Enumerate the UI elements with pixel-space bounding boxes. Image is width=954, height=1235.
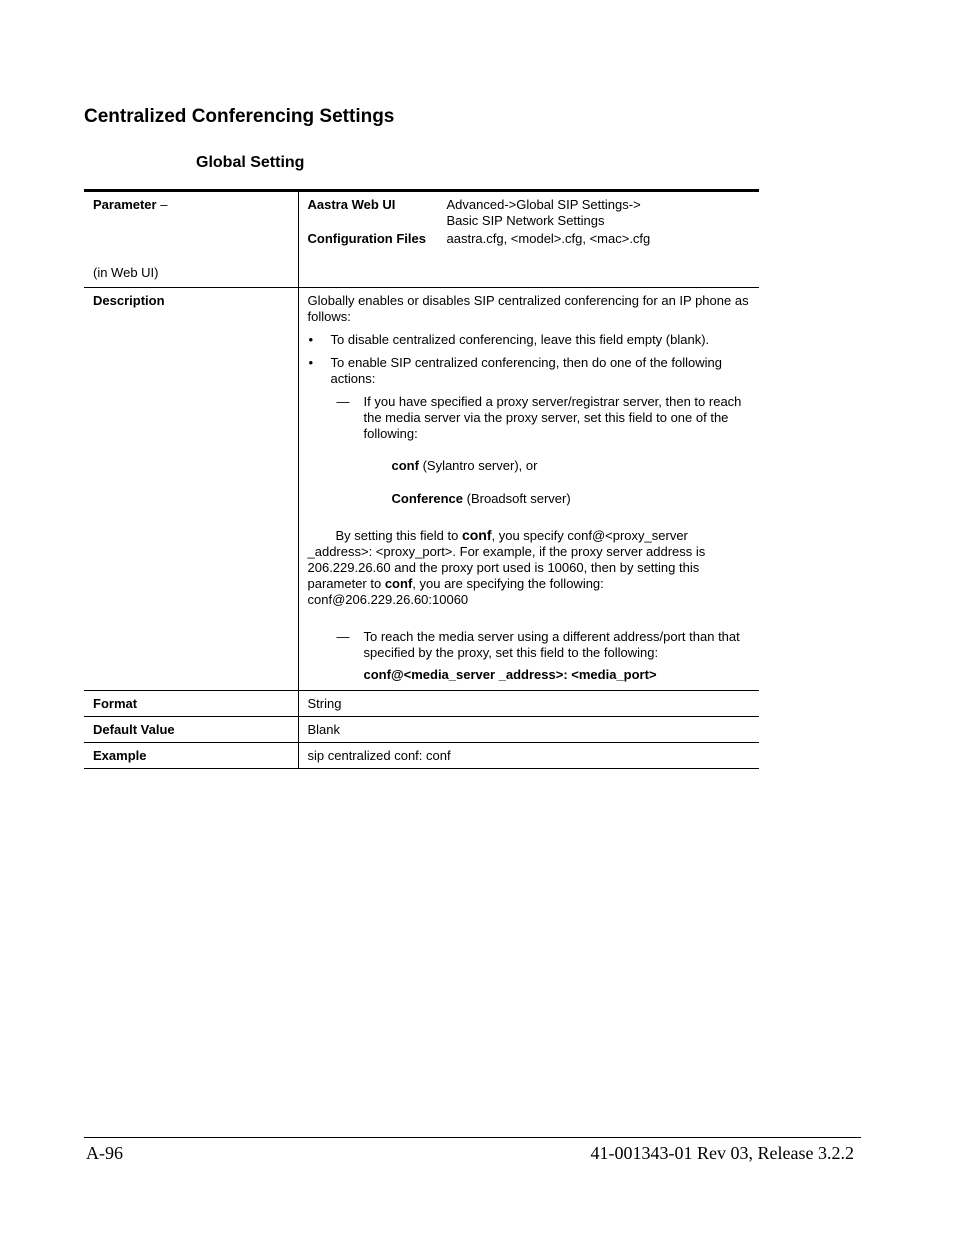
description-label: Description bbox=[84, 288, 298, 691]
option-broadsoft bbox=[308, 491, 752, 507]
document-revision: 41-001343-01 Rev 03, Release 3.2.2 bbox=[590, 1143, 854, 1163]
default-value-value: Blank bbox=[298, 717, 759, 743]
parameter-table bbox=[84, 189, 759, 769]
dash-icon: — bbox=[336, 629, 350, 644]
table-row-default bbox=[84, 717, 759, 743]
bullet-text: To disable centralized conferencing, leave this field empty (blank). bbox=[330, 332, 710, 347]
option-text: (Broadsoft server) bbox=[463, 491, 571, 506]
webui-path-line-1: Advanced->Global SIP Settings-> bbox=[446, 197, 641, 212]
config-files-value: aastra.cfg, <model>.cfg, <mac>.cfg bbox=[446, 231, 651, 246]
default-value-label: Default Value bbox=[84, 717, 298, 743]
format-value: String bbox=[298, 691, 759, 717]
description-value-cell bbox=[298, 288, 759, 691]
media-server-value: conf@<media_server _address>: <media_port> bbox=[363, 667, 657, 682]
dash-text: If you have specified a proxy server/registrar server, then to reach the media server via the proxy server, set this field to one of the following: bbox=[363, 394, 742, 441]
option-sylantro bbox=[308, 458, 752, 474]
dash-item-direct bbox=[308, 629, 752, 661]
parameter-label-dash: – bbox=[156, 197, 168, 212]
config-files-row bbox=[308, 231, 752, 247]
parameter-value-cell bbox=[298, 191, 759, 288]
webui-path-row bbox=[308, 197, 752, 229]
bullet-icon: • bbox=[308, 355, 314, 370]
bullet-icon: • bbox=[308, 332, 314, 347]
webui-path-line-2: Basic SIP Network Settings bbox=[446, 213, 605, 228]
bullet-text: To enable SIP centralized conferencing, then do one of the following actions: bbox=[330, 355, 722, 386]
bullet-item-enable bbox=[308, 355, 752, 387]
option-keyword: conf bbox=[391, 458, 419, 473]
dash-text: To reach the media server using a different address/port than that specified by the proxy, set this field to the following: bbox=[363, 629, 740, 660]
dash-icon: — bbox=[336, 394, 350, 409]
config-files-key: Configuration Files bbox=[307, 231, 426, 246]
dash-item-proxy bbox=[308, 394, 752, 442]
parameter-label-note: (in Web UI) bbox=[93, 265, 159, 280]
bullet-item-disable bbox=[308, 332, 752, 348]
subsection-heading: Global Setting bbox=[196, 154, 305, 171]
webui-key: Aastra Web UI bbox=[307, 197, 396, 212]
table-row-parameter bbox=[84, 191, 759, 288]
format-label: Format bbox=[84, 691, 298, 717]
section-heading: Centralized Conferencing Settings bbox=[84, 106, 395, 127]
table-row-description bbox=[84, 288, 759, 691]
option-keyword: Conference bbox=[391, 491, 464, 506]
page-number: A-96 bbox=[86, 1143, 123, 1163]
example-label: Example bbox=[84, 743, 298, 769]
example-value: sip centralized conf: conf bbox=[298, 743, 759, 769]
description-paragraph: By setting this field to conf, you specify conf@<proxy_server _address>: <proxy_port>. For example, if the proxy server address is 206.229.26.60 and the proxy port used is 10060, then by setting this parameter to conf, you are specifying the following: conf@206.229.26.60:10060 bbox=[307, 527, 706, 607]
footer-divider bbox=[84, 1137, 861, 1138]
description-intro: Globally enables or disables SIP centralized conferencing for an IP phone as follows: bbox=[307, 293, 749, 324]
parameter-label-cell bbox=[84, 191, 298, 288]
table-row-example bbox=[84, 743, 759, 769]
option-text: (Sylantro server), or bbox=[418, 458, 538, 473]
parameter-label: Parameter bbox=[93, 197, 157, 212]
table-row-format bbox=[84, 691, 759, 717]
